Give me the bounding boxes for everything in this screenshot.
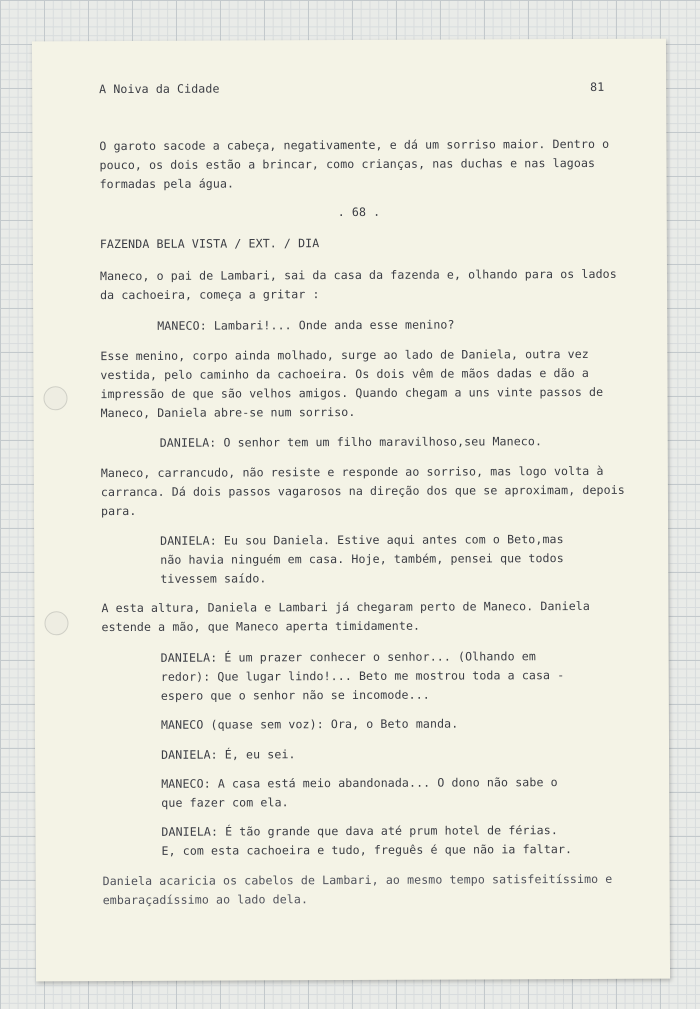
action-line: Esse menino, corpo ainda molhado, surge ao lado de Daniela, outra vez <box>100 346 589 364</box>
action-line: O garoto sacode a cabeça, negativamente, e dá um sorriso maior. Dentro o <box>99 136 610 154</box>
action-line: embaraçadíssimo ao lado dela. <box>102 892 309 908</box>
dialogue-line: DANIELA: É um prazer conhecer o senhor... (Olhando em <box>160 649 536 665</box>
dialogue-line: DANIELA: É, eu sei. <box>161 747 296 762</box>
script-page <box>32 39 670 982</box>
action-line: A esta altura, Daniela e Lambari já chegaram perto de Maneco. Daniela <box>101 598 590 616</box>
action-line: da cachoeira, começa a gritar : <box>100 287 320 303</box>
dialogue-line: MANECO: Lambari!... Onde anda esse menino? <box>157 317 455 333</box>
dialogue-line: tivessem saído. <box>160 571 267 586</box>
action-line: pouco, os dois estão a brincar, como crianças, nas duchas e nas lagoas <box>99 155 596 173</box>
dialogue-line: E, com esta cachoeira e tudo, freguês é que não ia faltar. <box>161 842 573 858</box>
action-line: Maneco, o pai de Lambari, sai da casa da fazenda e, olhando para os lados <box>99 266 617 284</box>
scene-heading: FAZENDA BELA VISTA / EXT. / DIA <box>99 236 320 252</box>
dialogue-line: MANECO (quase sem voz): Ora, o Beto manda. <box>160 716 459 732</box>
action-line: Daniela acaricia os cabelos de Lambari, ao mesmo tempo satisfeitíssimo e <box>102 871 613 889</box>
action-line: Maneco, carrancudo, não resiste e responde ao sorriso, mas logo volta à <box>100 463 604 481</box>
action-line: carranca. Dá dois passos vagarosos na direção dos que se aproximam, depois <box>100 482 625 500</box>
dialogue-line: redor): Que lugar lindo!... Beto me mostrou toda a casa - <box>160 668 565 684</box>
action-line: Maneco, Daniela abre-se num sorriso. <box>100 404 356 421</box>
action-line: vestida, pelo caminho da cachoeira. Os dois vêm de mãos dadas e dão a <box>100 365 589 383</box>
punch-hole <box>44 611 68 635</box>
scene-number: . 68 . <box>337 204 381 220</box>
dialogue-line: DANIELA: Eu sou Daniela. Estive aqui antes com o Beto,mas <box>160 532 564 548</box>
action-line: formadas pela água. <box>99 176 235 192</box>
page-number: 81 <box>590 79 605 94</box>
dialogue-line: que fazer com ela. <box>161 795 289 810</box>
dialogue-line: DANIELA: O senhor tem um filho maravilhoso,seu Maneco. <box>159 434 543 450</box>
action-line: impressão de que são velhos amigos. Quando chegam a uns vinte passos de <box>100 384 604 402</box>
punch-hole <box>43 386 67 410</box>
dialogue-line: DANIELA: É tão grande que dava até prum hotel de férias. <box>161 823 558 839</box>
dialogue-line: MANECO: A casa está meio abandonada... O dono não sabe o <box>161 775 558 791</box>
action-line: para. <box>100 503 137 519</box>
action-line: estende a mão, que Maneco aperta timidamente. <box>101 618 421 635</box>
dialogue-line: não havia ninguém em casa. Hoje, também, pensei que todos <box>160 551 564 567</box>
dialogue-line: espero que o senhor não se incomode... <box>160 687 430 703</box>
script-title: A Noiva da Cidade <box>99 81 220 97</box>
